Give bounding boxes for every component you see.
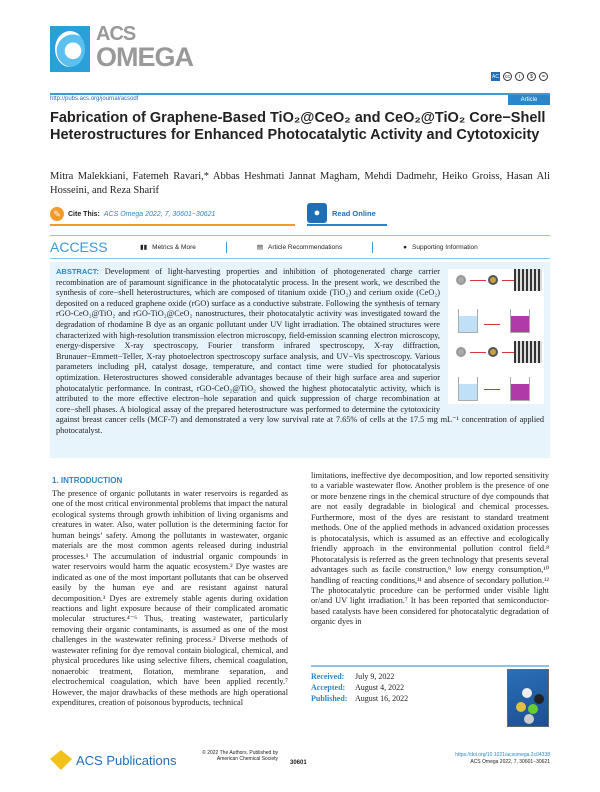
section-heading: 1. INTRODUCTION <box>52 476 123 485</box>
publication-dates <box>311 671 408 704</box>
copyright-line: American Chemical Society <box>216 756 278 762</box>
journal-reference: ACS Omega 2022, 7, 30601−30621 <box>470 759 550 765</box>
cover-hexagon <box>534 694 544 704</box>
read-online-label: Read Online <box>332 208 376 218</box>
graphene-icon <box>514 269 542 291</box>
nd-icon[interactable]: = <box>539 72 548 81</box>
page-number: 30601 <box>290 760 307 766</box>
intro-left-column: The presence of organic pollutants in water reservoirs is regarded as one of the most critical environmental problems that impact the natural ecological systems through growth inhibition of living organisms and creatures in water. Also, water pollution is the determining factor for human beings’ safety. Among the pollutants in wastewater, organic materials are the most common agents released during industrial processes.¹ The accumulation of industrial organic compounds in water reservoirs would harm the aquatic ecosystem.² Dye wastes are indicated as one of the most important pollutants that can be observed easily by the human eye and are resistant against natural decomposition.³ Dyes are extremely stable agents during oxidation reactions and light exposure because of their complicated aromatic molecular structures.⁴⁻⁶ Thus, treating wastewater, particularly removing their organic contaminants, is assumed as one of the most challenges in the wastewater refining process.² Diverse methods of wastewater refining for dye removal contain biological, chemical, and physical procedures like using selective filters, chemical coagulation, nonaerobic treatment, flotation, membrane separation, and electrochemical coagulation, which have been applied recently.⁷ However, the major drawbacks of these methods are high operational expenditures, creation of poisonous byproducts, technical <box>52 489 288 708</box>
cover-hexagon <box>528 704 538 714</box>
by-icon[interactable]: i <box>515 72 524 81</box>
article-title: Fabrication of Graphene-Based TiO₂@CeO₂ and CeO₂@TiO₂ Core−Shell Heterostructures for Enhanced Photocatalytic Activity and Cytotoxicity <box>50 110 546 143</box>
access-bar <box>50 235 550 259</box>
publisher-name: ACS Publications <box>76 752 177 768</box>
logo-text-omega: OMEGA <box>96 42 194 72</box>
dye-beaker-icon <box>510 309 530 333</box>
acs-authorchoice-icon[interactable]: AC <box>492 73 499 80</box>
doi-link[interactable]: https://doi.org/10.1021/acsomega.2c04338 <box>455 752 550 758</box>
cc-icon[interactable]: cc <box>505 73 510 80</box>
cite-label: Cite This: <box>68 210 100 218</box>
acs-hexagon-icon <box>50 750 72 770</box>
read-online-button[interactable] <box>307 202 387 226</box>
acs-omega-logo-icon <box>50 26 90 72</box>
article-type-badge: Article <box>508 95 550 105</box>
cover-hexagon <box>516 702 526 712</box>
journal-cover-image[interactable] <box>507 669 549 727</box>
received-label: Received: <box>311 672 345 681</box>
intro-right-column: limitations, ineffective dye decomposition, and low reported sensitivity to a variable wastewater flow. Another problem is the presence of one or more benzene rings in the chemical structure of dye compounds that are not easily degradable in biological and chemical processes. Furthermore, most of the dyes are resistant to standard treatment methods. One of the applied methods in advanced oxidation processes is photocatalysis, which is assumed as an effective and ecologically friendly approach in the environmental pollution control field.⁸ Photocatalysis is referred as the green technology that presents several advantages such as facile construction,⁹ low energy consumption,¹⁰ handling of reacting conditions,¹¹ and absence of secondary pollution.¹² The photocatalytic procedure can be performed under visible light or/and UV light irradiation.⁷ It has been reported that semiconductor-based catalysts have been considered for photocatalytic degradation of organic dyes in <box>311 471 549 627</box>
published-label: Published: <box>311 694 348 703</box>
author-list: Mitra Malekkiani, Fatemeh Ravari,* Abbas Heshmati Jannat Magham, Mehdi Dadmehr, Heiko Groiss, Hasan Ali Hosseini, and Reza Sharif <box>50 171 550 196</box>
abstract-label: ABSTRACT: <box>56 267 99 276</box>
metrics-label: Metrics & More <box>152 243 196 251</box>
received-date: July 9, 2022 <box>355 672 395 681</box>
arrow-icon <box>484 389 500 390</box>
divider <box>226 242 227 253</box>
supporting-info-label: Supporting Information <box>412 243 478 251</box>
beaker-icon <box>458 309 478 333</box>
bar-chart-icon: ▮▮ <box>140 244 148 251</box>
core-shell-icon <box>488 347 498 357</box>
copyright <box>180 750 278 762</box>
arrow-icon <box>484 324 500 325</box>
divider <box>311 665 549 667</box>
published-date: August 16, 2022 <box>355 694 409 703</box>
article-icon: ▤ <box>256 244 264 251</box>
recommendations-link[interactable] <box>257 243 342 251</box>
abstract-box <box>50 262 550 458</box>
recommendations-label: Article Recommendations <box>268 243 343 251</box>
journal-url[interactable]: http://pubs.acs.org/journal/acsodf <box>50 96 139 102</box>
globe-icon: ● <box>307 203 327 223</box>
dye-beaker-icon <box>510 377 530 401</box>
pencil-icon: ✎ <box>50 207 64 221</box>
core-shell-icon <box>488 275 498 285</box>
copyright-line: © 2022 The Authors. Published by <box>202 750 278 756</box>
cover-hexagon <box>524 714 534 724</box>
supporting-info-icon: ● <box>403 243 408 251</box>
arrow-icon <box>470 280 486 281</box>
journal-logo <box>50 24 210 74</box>
accepted-date: August 4, 2022 <box>355 683 405 692</box>
metrics-link[interactable] <box>140 243 196 251</box>
abstract-text: Development of light-harvesting properties and inhibition of photogenerated charge carrier recombination are of paramount significance in the photocatalytic process. In the present work, we described the synthesis of core−shell heterostructures, which are composed of titanium oxide (TiO₂) and cerium oxide (CeO₂) deposited on a reduced graphene oxide (rGO) surface as a conductive substrate. Following the synthesis of ternary rGO-CeO₂@TiO₂ and rGO-TiO₂@CeO₂ nanostructures, their photocatalytic activity was investigated toward the degradation of rhodamine B dye as an organic pollutant under UV light irradiation. The obtained structures were characterized with high-resolution transmission electron microscopy, field-emission scanning electron microscopy, energy-dispersive X-ray spectroscopy, Fourier transform infrared spectroscopy, X-ray diffraction, Brunauer−Emmett−Teller, X-ray photoelectron spectroscopy surface analysis, and UV−Vis spectroscopy. Various parameters including pH, catalyst dosage, temperature, and contact time were studied for photocatalysis optimization. Heterostructures showed considerable advantages because of their high surface area and superior photocatalytic performance. In contrast, rGO-CeO₂@TiO₂ showed the highest photocatalytic activity, which is attributed to the more effective electron−hole separation and quick suppression of charge recombination at core−shell phases. A biological assay of the prepared heterostructure was performed to determine the cytotoxicity against breast cancer cells (MCF-7) and demonstrated a very low survival rate at 7.65% of cells at the 17.5 mg mL⁻¹ concentration of applied photocatalyst. <box>56 267 544 435</box>
beaker-icon <box>458 377 478 401</box>
footer-reference <box>430 752 550 766</box>
particle-icon <box>456 275 466 285</box>
toc-graphic <box>448 269 544 404</box>
citation-link[interactable]: ACS Omega 2022, 7, 30601−30621 <box>103 210 216 218</box>
logo-text-acs: ACS <box>96 23 136 45</box>
acs-publications-logo <box>50 750 176 770</box>
access-label: ACCESS <box>50 239 108 255</box>
supporting-info-link[interactable] <box>403 244 478 251</box>
accepted-label: Accepted: <box>311 683 346 692</box>
graphene-icon <box>514 341 542 363</box>
cover-hexagon <box>522 688 532 698</box>
cite-this[interactable] <box>50 204 295 226</box>
nc-icon[interactable]: $ <box>527 72 536 81</box>
divider <box>372 242 373 253</box>
particle-icon <box>456 347 466 357</box>
arrow-icon <box>470 352 486 353</box>
header-divider <box>50 93 550 95</box>
license-icons <box>491 72 548 81</box>
